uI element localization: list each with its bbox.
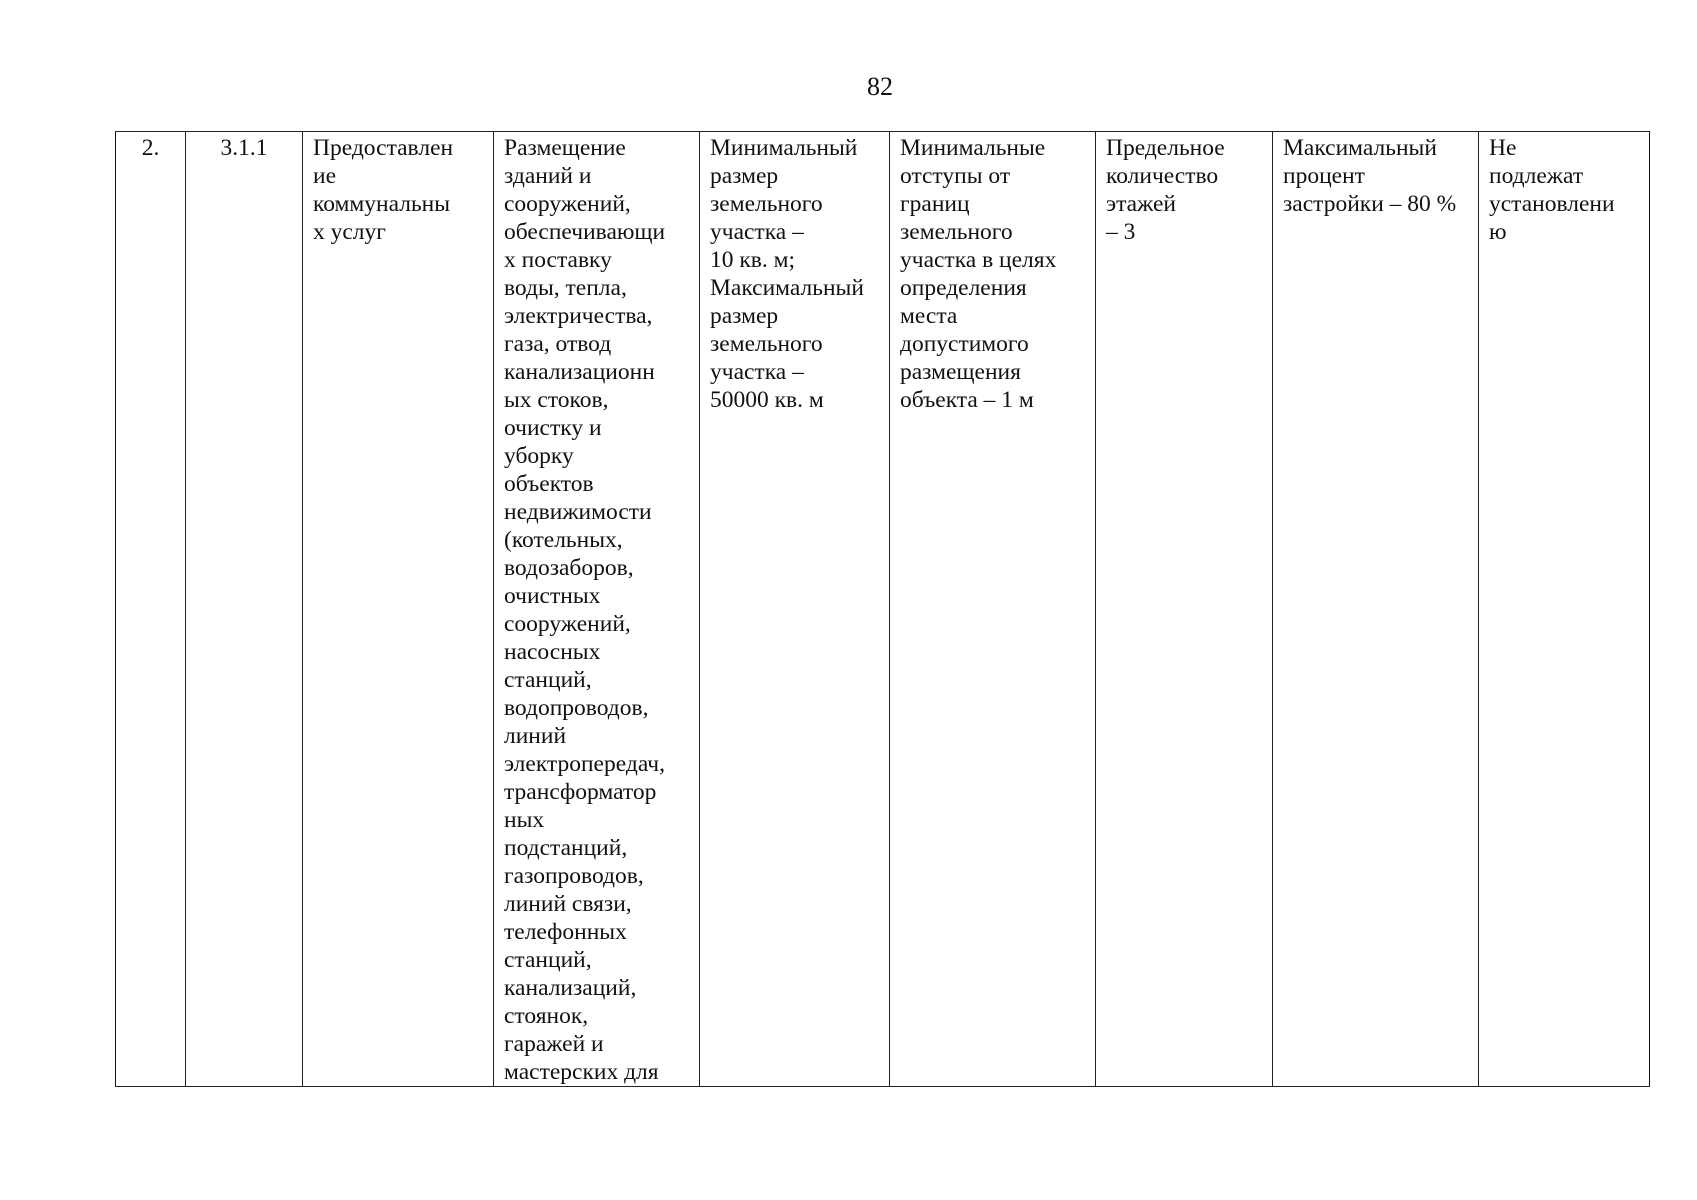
cell-setbacks: Минимальные отступы от границ земельного участка в целях определения места допустимого размещения объекта – 1 м <box>890 132 1096 1087</box>
page-number: 82 <box>867 72 893 101</box>
cell-row-number: 2. <box>116 132 186 1087</box>
cell-use-code: 3.1.1 <box>186 132 303 1087</box>
cell-coverage: Максимальный процент застройки – 80 % <box>1273 132 1479 1087</box>
cell-use-description: Размещение зданий и сооружений, обеспечивающи х поставку воды, тепла, электричества, газа, отвод канализационн ых стоков, очистку и уборку объектов недвижимости (котельных, водозаборов, очистных сооружений, насосных станций, водопроводов, линий электропередач, трансформатор ных подстанций, газопроводов, линий связи, телефонных станций, канализаций, стоянок, гаражей и мастерских для <box>494 132 700 1087</box>
cell-plot-size: Минимальный размер земельного участка – 10 кв. м; Максимальный размер земельного участка – 50000 кв. м <box>700 132 890 1087</box>
cell-floors: Предельное количество этажей – 3 <box>1096 132 1273 1087</box>
table-row <box>116 132 1650 1087</box>
cell-restrictions: Не подлежат установлени ю <box>1479 132 1650 1087</box>
land-use-table <box>115 131 1650 1087</box>
cell-use-name: Предоставлен ие коммунальны х услуг <box>303 132 494 1087</box>
